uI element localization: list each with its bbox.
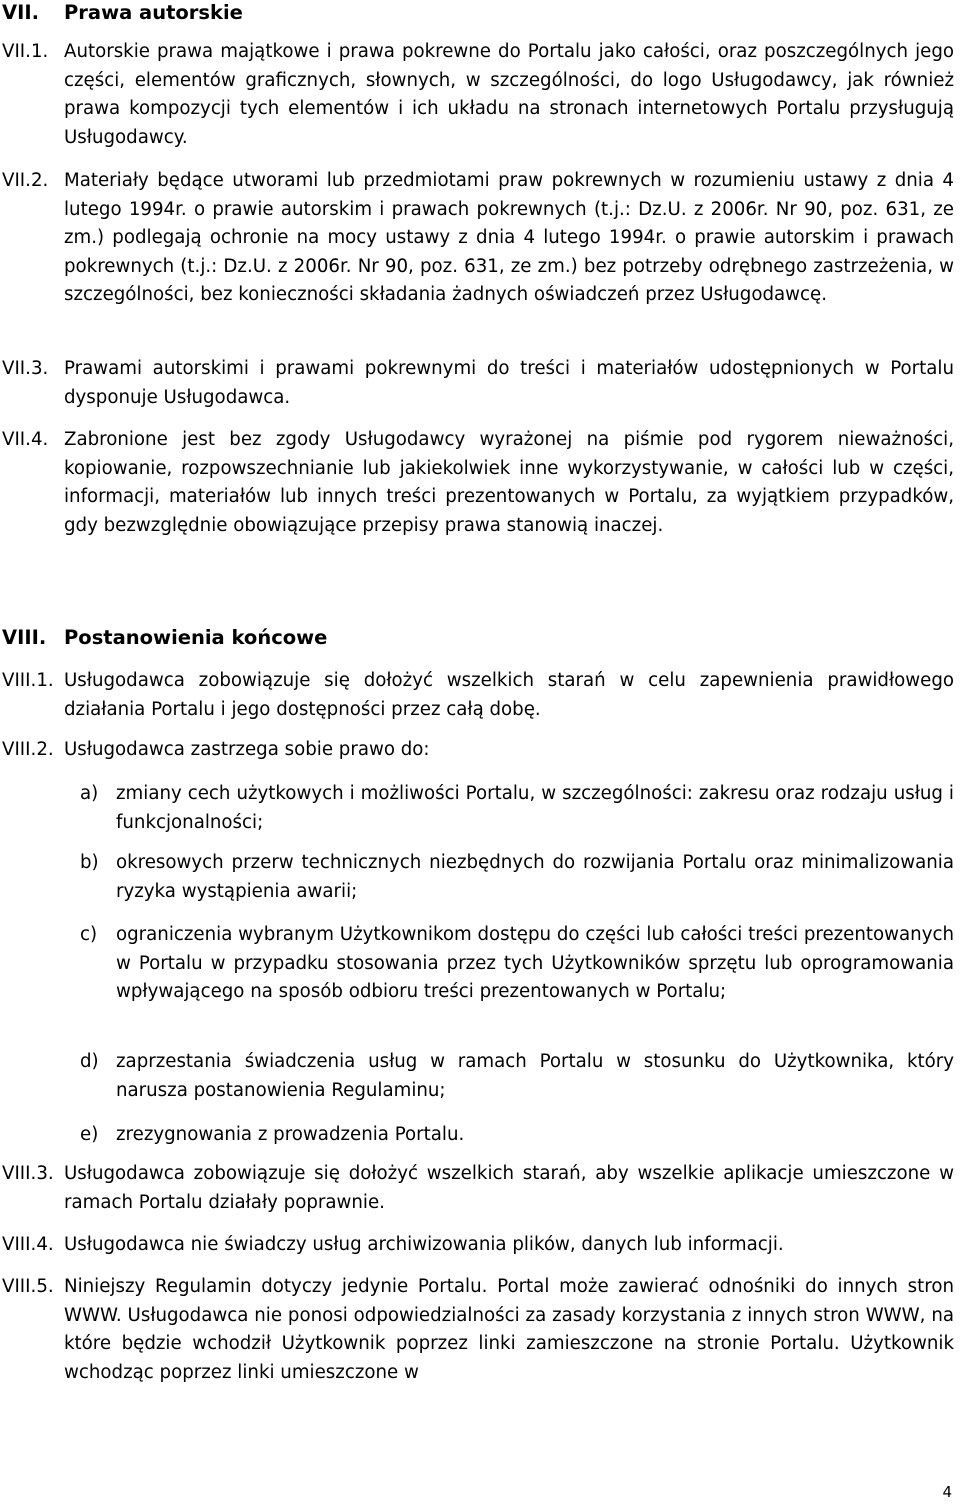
paragraph-number: VIII.3. — [2, 1163, 54, 1184]
paragraph-viii-2 — [2, 736, 954, 765]
paragraph-vii-4 — [2, 426, 954, 540]
paragraph-number: VII.3. — [2, 358, 49, 379]
paragraph-text: Prawami autorskimi i prawami pokrewnymi do treści i materiałów udostępnionych w Portalu dysponuje Usługodawca. — [64, 358, 954, 408]
subitem-text: zrezygnowania z prowadzenia Portalu. — [116, 1124, 465, 1145]
paragraph-text: Usługodawca zastrzega sobie prawo do: — [64, 739, 430, 760]
paragraph-text: Zabronione jest bez zgody Usługodawcy wyrażonej na piśmie pod rygorem nieważności, kopiowanie, rozpowszechnianie lub jakiekolwiek inne wykorzystywanie, w całości lub w części, informacji, materiałów lub innych treści prezentowanych w Portalu, za wyjątkiem przypadków, gdy bezwzględnie obowiązujące przepisy prawa stanowią inaczej. — [64, 429, 954, 536]
paragraph-number: VIII.2. — [2, 739, 54, 760]
subitem-c — [2, 921, 954, 1007]
paragraph-text: Usługodawca nie świadczy usług archiwizowania plików, danych lub informacji. — [64, 1234, 784, 1255]
paragraph-number: VIII.5. — [2, 1276, 54, 1297]
section-heading — [2, 625, 954, 651]
subitem-letter: d) — [80, 1051, 99, 1072]
subitem-e — [2, 1121, 954, 1150]
paragraph-text: Autorskie prawa majątkowe i prawa pokrewne do Portalu jako całości, oraz poszczególnych jego części, elementów graficznych, słownych, w szczególności, do logo Usługodawcy, jak również prawa kompozycji tych elementów i ich układu na stronach internetowych Portalu przysługują Usługodawcy. — [64, 41, 954, 148]
subitem-text: okresowych przerw technicznych niezbędnych do rozwijania Portalu oraz minimalizowania ryzyka wystąpienia awarii; — [116, 852, 954, 902]
subitem-text: zmiany cech użytkowych i możliwości Portalu, w szczególności: zakresu oraz rodzaju usług i funkcjonalności; — [116, 783, 954, 833]
paragraph-number: VIII.4. — [2, 1234, 54, 1255]
paragraph-number: VIII.1. — [2, 670, 54, 691]
paragraph-vii-3 — [2, 355, 954, 412]
subitem-letter: e) — [80, 1124, 99, 1145]
section-viii-heading — [2, 625, 954, 651]
page-number: 4 — [942, 1483, 952, 1501]
paragraph-number: VII.4. — [2, 429, 49, 450]
paragraph-viii-1 — [2, 667, 954, 724]
paragraph-text: Usługodawca zobowiązuje się dołożyć wszelkich starań w celu zapewnienia prawidłowego działania Portalu i jego dostępności przez całą dobę. — [64, 670, 954, 720]
subitem-letter: b) — [80, 852, 99, 873]
section-heading — [2, 0, 954, 26]
section-vii-heading — [2, 0, 954, 26]
subitem-text: ograniczenia wybranym Użytkownikom dostępu do części lub całości treści prezentowanych w Portalu w przypadku stosowania przez tych Użytkowników sprzętu lub oprogramowania wpływającego na sposób odbioru treści prezentowanych w Portalu; — [116, 924, 954, 1003]
paragraph-text: Materiały będące utworami lub przedmiotami praw pokrewnych w rozumieniu ustawy z dnia 4 lutego 1994r. o prawie autorskim i prawach pokrewnych (t.j.: Dz.U. z 2006r. Nr 90, poz. 631, ze zm.) podlegają ochronie na mocy ustawy z dnia 4 lutego 1994r. o prawie autorskim i prawach pokrewnych (t.j.: Dz.U. z 2006r. Nr 90, poz. 631, ze zm.) bez potrzeby odrębnego zastrzeżenia, w szczególności, bez konieczności składania żadnych oświadczeń przez Usługodawcę. — [64, 170, 954, 306]
paragraph-vii-1 — [2, 38, 954, 152]
paragraph-text: Usługodawca zobowiązuje się dołożyć wszelkich starań, aby wszelkie aplikacje umieszczone w ramach Portalu działały poprawnie. — [64, 1163, 954, 1213]
subitem-letter: c) — [80, 924, 98, 945]
subitem-text: zaprzestania świadczenia usług w ramach Portalu w stosunku do Użytkownika, który narusza postanowienia Regulaminu; — [116, 1051, 954, 1101]
subitem-d — [2, 1048, 954, 1105]
paragraph-viii-4 — [2, 1231, 954, 1260]
subitem-b — [2, 849, 954, 906]
section-number: VIII. — [2, 626, 47, 649]
paragraph-text: Niniejszy Regulamin dotyczy jedynie Portalu. Portal może zawierać odnośniki do innych stron WWW. Usługodawca nie ponosi odpowiedzialności za zasady korzystania z innych stron WWW, na które będzie wchodził Użytkownik poprzez linki zamieszczone na stronie Portalu. Użytkownik wchodząc poprzez linki umieszczone w — [64, 1276, 954, 1383]
section-title: Postanowienia końcowe — [64, 626, 328, 649]
section-title: Prawa autorskie — [64, 1, 243, 24]
paragraph-viii-3 — [2, 1160, 954, 1217]
paragraph-vii-2 — [2, 167, 954, 310]
section-number: VII. — [2, 1, 40, 24]
paragraph-number: VII.2. — [2, 170, 49, 191]
paragraph-number: VII.1. — [2, 41, 49, 62]
paragraph-viii-5 — [2, 1273, 954, 1387]
subitem-a — [2, 780, 954, 837]
subitem-letter: a) — [80, 783, 99, 804]
